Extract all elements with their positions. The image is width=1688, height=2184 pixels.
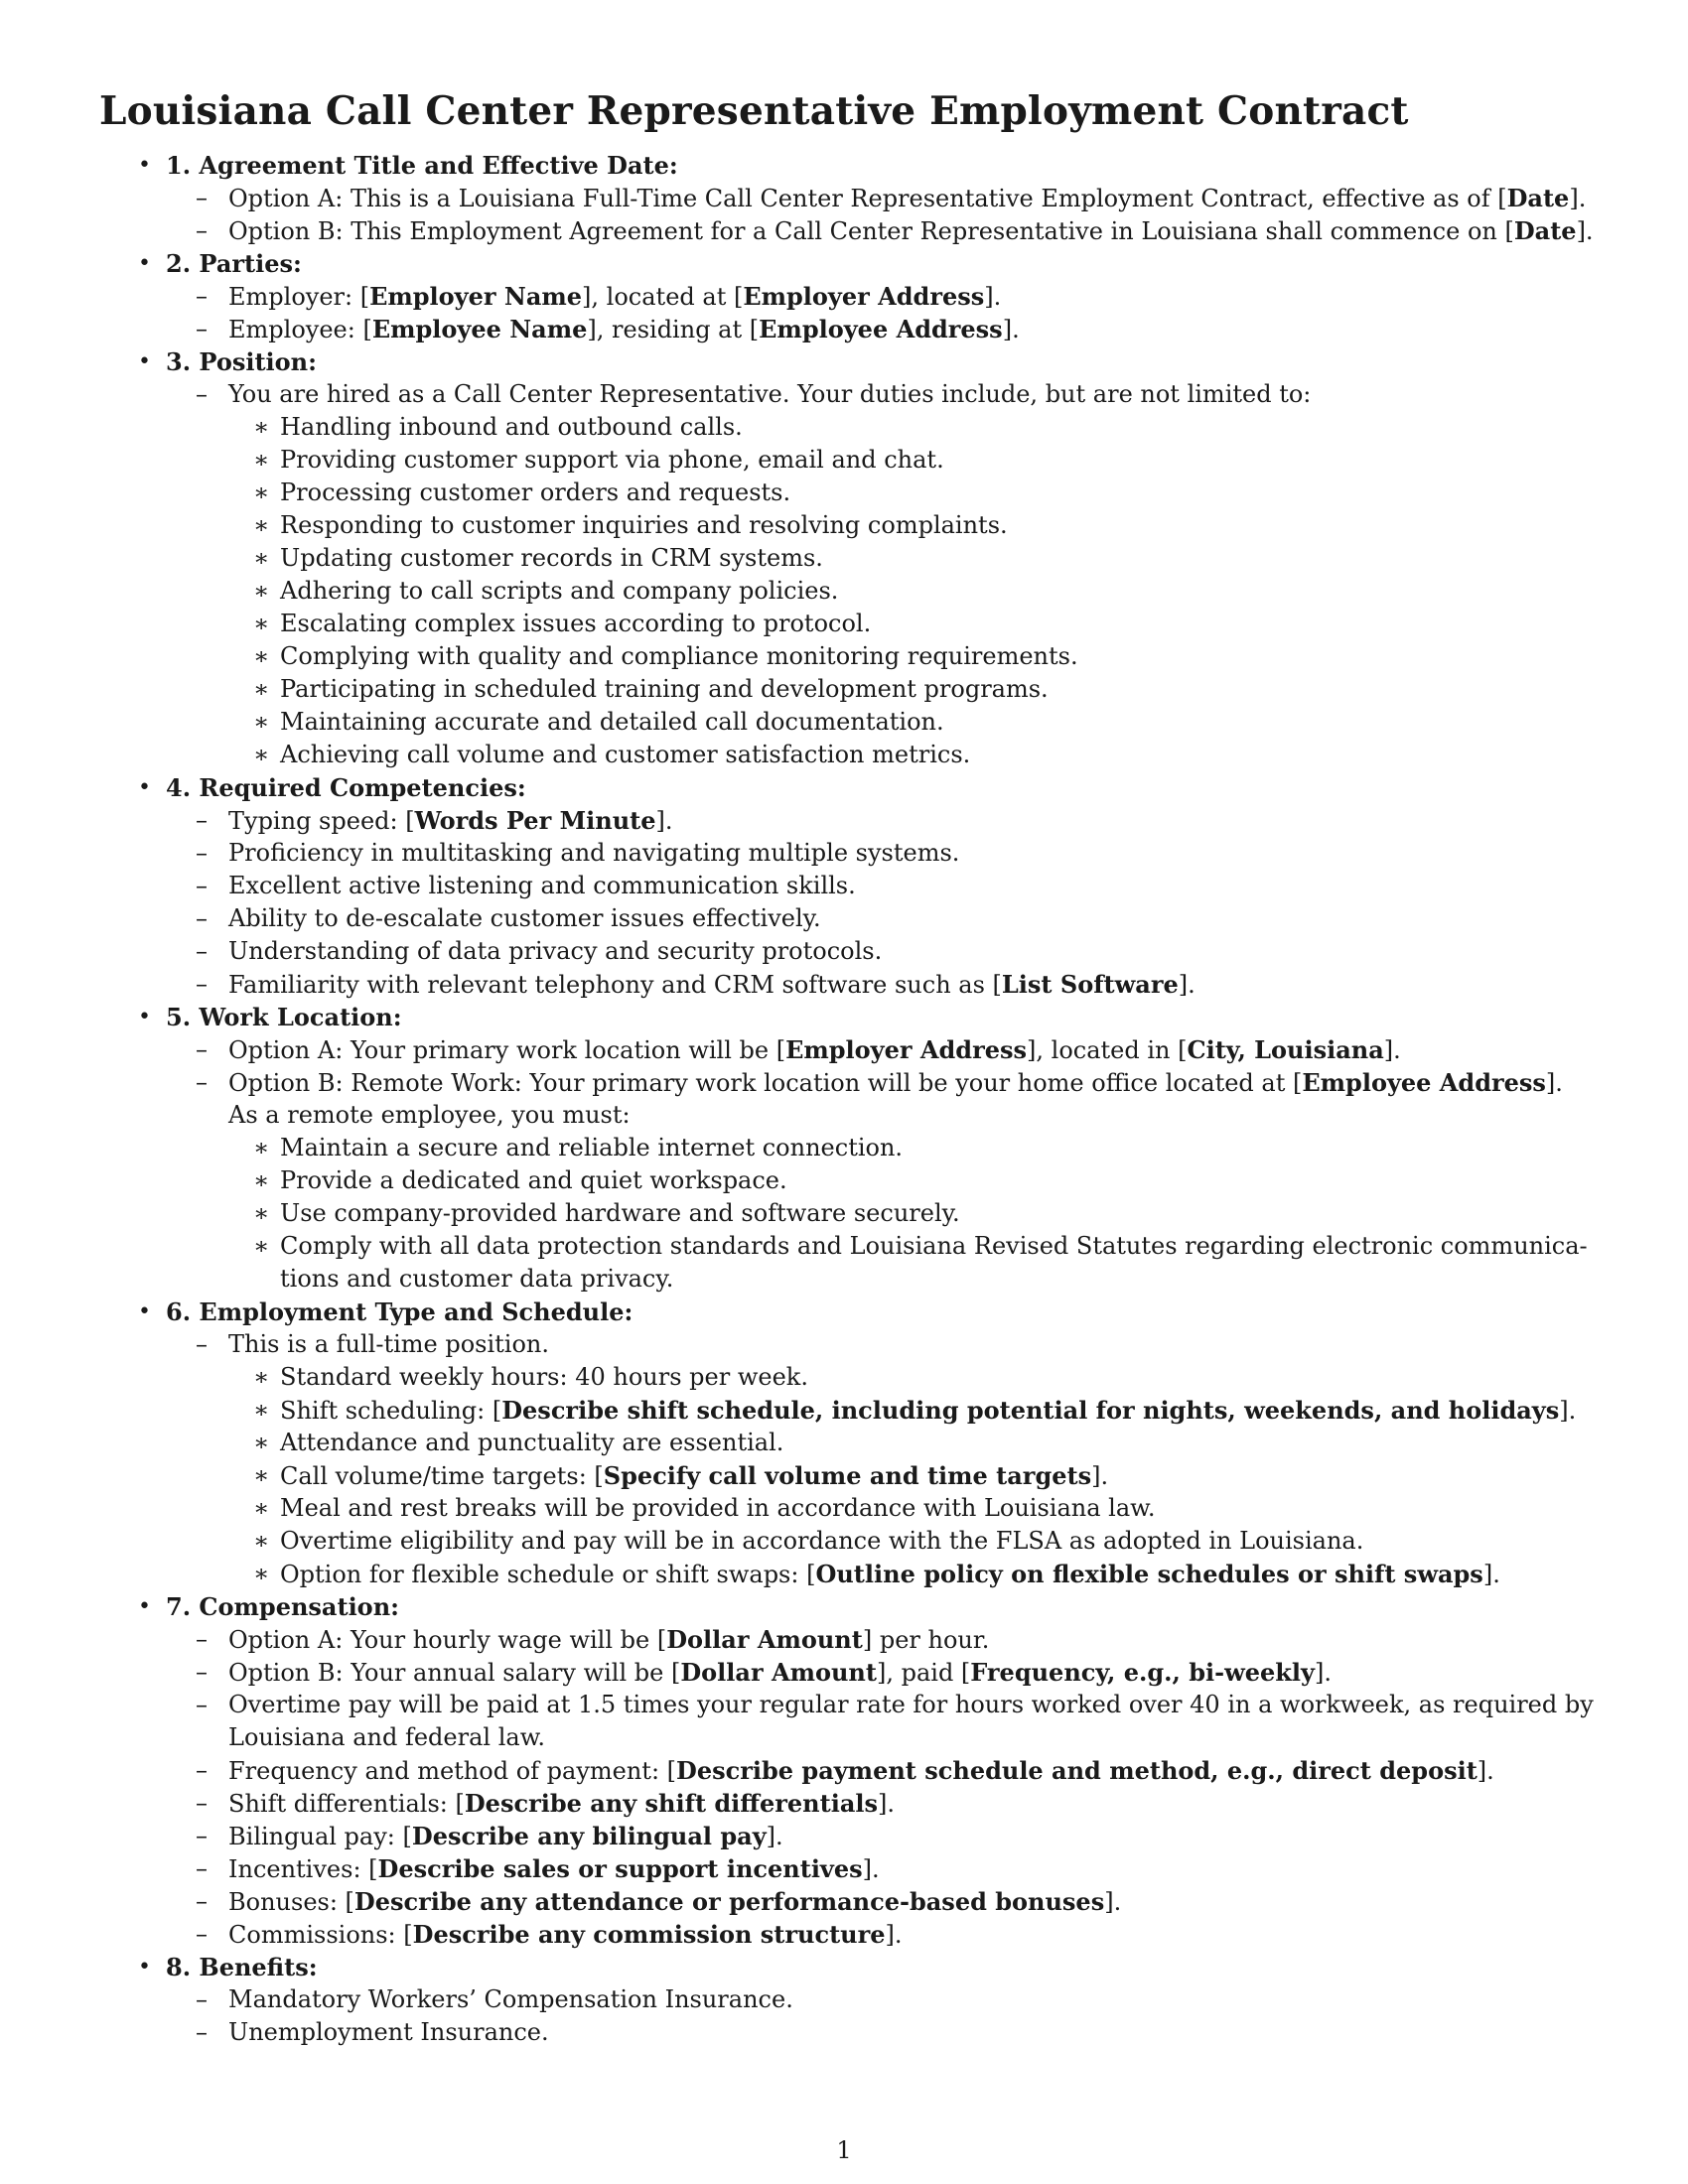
placeholder-field: Describe sales or support incentives <box>377 1854 863 1883</box>
list-item <box>0 1852 1688 1885</box>
line-text <box>228 182 1586 215</box>
text-segment: Option for flexible schedule or shift swaps: [ <box>280 1561 816 1588</box>
list-item <box>0 935 1688 968</box>
line-text: Escalating complex issues according to protocol. <box>280 610 872 637</box>
section-heading <box>0 1001 1688 1033</box>
line-text <box>228 280 1001 314</box>
line-text: 5. Work Location: <box>166 1003 402 1031</box>
line-text <box>228 1787 895 1821</box>
list-item <box>0 1033 1688 1066</box>
dash-marker: – <box>196 1068 208 1096</box>
line-text: Understanding of data privacy and security protocols. <box>228 937 883 965</box>
dash-marker: – <box>196 1887 208 1915</box>
list-item <box>0 1983 1688 2016</box>
bullet-marker: • <box>138 1955 151 1979</box>
line-text <box>228 1918 903 1952</box>
list-item <box>0 1623 1688 1656</box>
list-item-continuation <box>0 1263 1688 1296</box>
line-text: Attendance and punctuality are essential. <box>280 1429 784 1456</box>
line-text: Handling inbound and outbound calls. <box>280 413 743 441</box>
line-text: Comply with all data protection standards and Louisiana Revised Statutes regarding electronic communica- <box>280 1232 1588 1260</box>
sub-list-item <box>0 509 1688 542</box>
bullet-marker: • <box>138 153 151 178</box>
text-segment: ]. <box>984 283 1002 311</box>
sub-list-item <box>0 542 1688 575</box>
text-segment: ]. <box>655 807 673 835</box>
list-item <box>0 313 1688 345</box>
text-segment: ]. <box>885 1921 903 1949</box>
dash-marker: – <box>196 937 208 965</box>
text-segment: ], located at [ <box>582 283 744 311</box>
line-text: Maintain a secure and reliable internet connection. <box>280 1134 904 1161</box>
text-segment: Typing speed: [ <box>228 807 415 835</box>
page-number: 1 <box>836 2136 852 2164</box>
placeholder-field: Frequency, e.g., bi-weekly <box>970 1658 1315 1687</box>
line-text: 8. Benefits: <box>166 1953 318 1981</box>
line-text: Adhering to call scripts and company policies. <box>280 577 839 605</box>
star-marker: ∗ <box>253 1429 270 1456</box>
line-text <box>280 1558 1500 1591</box>
dash-marker: – <box>196 806 208 834</box>
line-text: You are hired as a Call Center Representative. Your duties include, but are not limited to: <box>228 380 1312 408</box>
bullet-marker: • <box>138 1005 151 1029</box>
text-segment: ]. <box>1482 1561 1500 1588</box>
dash-marker: – <box>196 315 208 342</box>
list-item <box>0 1754 1688 1787</box>
text-segment: Shift scheduling: [ <box>280 1397 502 1425</box>
dash-marker: – <box>196 872 208 899</box>
list-item-continuation <box>0 1099 1688 1132</box>
star-marker: ∗ <box>253 1461 270 1489</box>
line-text <box>228 1754 1494 1788</box>
sub-list-item <box>0 1230 1688 1263</box>
line-text <box>280 1459 1108 1493</box>
line-text: Ability to de-escalate customer issues effectively. <box>228 904 821 932</box>
text-segment: Incentives: [ <box>228 1855 378 1883</box>
star-marker: ∗ <box>253 741 270 768</box>
text-segment: Option B: Remote Work: Your primary work location will be your home office located at [ <box>228 1069 1303 1097</box>
text-segment: Option A: Your primary work location will be [ <box>228 1036 786 1064</box>
line-text <box>228 1885 1121 1919</box>
dash-marker: – <box>196 1658 208 1686</box>
list-item <box>0 182 1688 214</box>
placeholder-field: Employee Address <box>759 315 1003 343</box>
placeholder-field: Dollar Amount <box>666 1625 863 1654</box>
line-text: Complying with quality and compliance monitoring requirements. <box>280 642 1078 670</box>
text-segment: Frequency and method of payment: [ <box>228 1757 677 1785</box>
list-item <box>0 1689 1688 1721</box>
line-text <box>228 968 1196 1002</box>
line-text: Unemployment Insurance. <box>228 2018 549 2046</box>
line-text: 3. Position: <box>166 347 317 376</box>
star-marker: ∗ <box>253 610 270 637</box>
placeholder-field: Describe any shift differentials <box>464 1789 878 1818</box>
placeholder-field: Date <box>1513 216 1577 245</box>
placeholder-field: Describe payment schedule and method, e.g., direct deposit <box>676 1756 1477 1785</box>
sub-list-item <box>0 706 1688 739</box>
dash-marker: – <box>196 1691 208 1718</box>
placeholder-field: Describe any commission structure <box>412 1920 886 1949</box>
line-text: 1. Agreement Title and Effective Date: <box>166 151 678 180</box>
star-marker: ∗ <box>253 413 270 441</box>
list-item <box>0 902 1688 935</box>
sub-list-item <box>0 739 1688 771</box>
line-text: Proficiency in multitasking and navigating multiple systems. <box>228 839 960 867</box>
section-heading <box>0 1296 1688 1328</box>
dash-marker: – <box>196 1985 208 2013</box>
star-marker: ∗ <box>253 544 270 572</box>
line-text: tions and customer data privacy. <box>280 1265 674 1293</box>
text-segment: ]. <box>1576 217 1594 245</box>
placeholder-field: Employee Name <box>371 315 588 343</box>
line-text: 6. Employment Type and Schedule: <box>166 1297 633 1326</box>
dash-marker: – <box>196 184 208 211</box>
text-segment: ]. <box>1002 316 1020 343</box>
line-text <box>228 1033 1401 1067</box>
bullet-marker: • <box>138 1299 151 1324</box>
text-segment: ]. <box>1559 1397 1577 1425</box>
list-item <box>0 804 1688 837</box>
text-segment: Employer: [ <box>228 283 370 311</box>
dash-marker: – <box>196 380 208 408</box>
line-text <box>228 1066 1563 1100</box>
star-marker: ∗ <box>253 1134 270 1161</box>
list-item-continuation <box>0 1721 1688 1754</box>
line-text: This is a full-time position. <box>228 1330 550 1358</box>
list-item <box>0 280 1688 313</box>
line-text <box>228 1820 783 1853</box>
text-segment: Employee: [ <box>228 316 372 343</box>
bullet-marker: • <box>138 349 151 374</box>
line-text: 2. Parties: <box>166 249 302 278</box>
dash-marker: – <box>196 1035 208 1063</box>
line-text: Use company-provided hardware and software securely. <box>280 1199 960 1227</box>
dash-marker: – <box>196 216 208 244</box>
line-text: Excellent active listening and communication skills. <box>228 872 856 899</box>
placeholder-field: Describe any bilingual pay <box>411 1822 767 1850</box>
placeholder-field: City, Louisiana <box>1187 1035 1384 1064</box>
dash-marker: – <box>196 904 208 932</box>
placeholder-field: Employer Name <box>369 282 583 311</box>
sub-list-item <box>0 477 1688 509</box>
star-marker: ∗ <box>253 1494 270 1522</box>
star-marker: ∗ <box>253 642 270 670</box>
dash-marker: – <box>196 1822 208 1849</box>
sub-list-item <box>0 411 1688 444</box>
text-segment: ]. <box>1545 1069 1563 1097</box>
text-segment: Option B: This Employment Agreement for a Call Center Representative in Louisiana shall commence on [ <box>228 217 1514 245</box>
star-marker: ∗ <box>253 1396 270 1424</box>
line-text: Overtime eligibility and pay will be in accordance with the FLSA as adopted in Louisiana. <box>280 1527 1364 1555</box>
list-item <box>0 1885 1688 1918</box>
section-heading <box>0 247 1688 280</box>
list-item <box>0 1066 1688 1099</box>
placeholder-field: Dollar Amount <box>680 1658 877 1687</box>
section-heading <box>0 149 1688 182</box>
sub-list-item <box>0 1558 1688 1590</box>
sub-list-item <box>0 1197 1688 1230</box>
bullet-marker: • <box>138 251 151 276</box>
line-text <box>228 214 1594 248</box>
text-segment: ], located in [ <box>1027 1036 1188 1064</box>
star-marker: ∗ <box>253 708 270 736</box>
star-marker: ∗ <box>253 577 270 605</box>
text-segment: ]. <box>1104 1888 1122 1916</box>
dash-marker: – <box>196 970 208 998</box>
line-text: Louisiana and federal law. <box>228 1723 546 1751</box>
text-segment: ]. <box>1314 1659 1332 1687</box>
line-text <box>228 1656 1332 1690</box>
placeholder-field: Employee Address <box>1302 1068 1546 1097</box>
section-heading <box>0 1590 1688 1623</box>
placeholder-field: Outline policy on flexible schedules or shift swaps <box>815 1560 1483 1588</box>
text-segment: ]. <box>878 1790 895 1818</box>
line-text: Provide a dedicated and quiet workspace. <box>280 1166 787 1194</box>
text-segment: Familiarity with relevant telephony and CRM software such as [ <box>228 971 1002 999</box>
line-text: 7. Compensation: <box>166 1592 399 1621</box>
list-item <box>0 1787 1688 1820</box>
placeholder-field: Words Per Minute <box>414 806 656 835</box>
section-heading <box>0 345 1688 378</box>
sub-list-item <box>0 1427 1688 1459</box>
line-text: Overtime pay will be paid at 1.5 times your regular rate for hours worked over 40 in a workweek, as required by <box>228 1691 1594 1718</box>
star-marker: ∗ <box>253 1527 270 1555</box>
line-text: Achieving call volume and customer satisfaction metrics. <box>280 741 971 768</box>
dash-marker: – <box>196 1789 208 1817</box>
list-item <box>0 1656 1688 1689</box>
line-text <box>228 1852 880 1886</box>
line-text: Processing customer orders and requests. <box>280 478 791 506</box>
star-marker: ∗ <box>253 478 270 506</box>
text-segment: ]. <box>1383 1036 1401 1064</box>
star-marker: ∗ <box>253 446 270 474</box>
text-segment: ]. <box>1091 1462 1109 1490</box>
star-marker: ∗ <box>253 1199 270 1227</box>
sub-list-item <box>0 608 1688 640</box>
list-item <box>0 2016 1688 2049</box>
sub-list-item <box>0 1492 1688 1525</box>
line-text <box>280 1394 1576 1428</box>
page-title: Louisiana Call Center Representative Employment Contract <box>99 88 1409 134</box>
star-marker: ∗ <box>253 511 270 539</box>
placeholder-field: Describe shift schedule, including potential for nights, weekends, and holidays <box>501 1396 1560 1425</box>
dash-marker: – <box>196 1756 208 1784</box>
placeholder-field: Employer Address <box>785 1035 1028 1064</box>
text-segment: ], paid [ <box>876 1659 971 1687</box>
dash-marker: – <box>196 1920 208 1948</box>
sub-list-item <box>0 673 1688 706</box>
text-segment: Option A: Your hourly wage will be [ <box>228 1626 667 1654</box>
list-item <box>0 214 1688 247</box>
dash-marker: – <box>196 1625 208 1653</box>
list-item <box>0 968 1688 1001</box>
line-text: 4. Required Competencies: <box>166 773 526 802</box>
dash-marker: – <box>196 839 208 867</box>
star-marker: ∗ <box>253 675 270 703</box>
placeholder-field: Date <box>1506 184 1570 212</box>
text-segment: Option A: This is a Louisiana Full-Time Call Center Representative Employment Contract, effective as of [ <box>228 185 1507 212</box>
text-segment: ]. <box>1178 971 1196 999</box>
sub-list-item <box>0 1164 1688 1197</box>
sub-list-item <box>0 1459 1688 1492</box>
list-item <box>0 837 1688 870</box>
bullet-marker: • <box>138 1594 151 1619</box>
text-segment: Bilingual pay: [ <box>228 1823 412 1850</box>
list-item <box>0 870 1688 902</box>
sub-list-item <box>0 1525 1688 1558</box>
text-segment: Bonuses: [ <box>228 1888 354 1916</box>
line-text: Meal and rest breaks will be provided in accordance with Louisiana law. <box>280 1494 1156 1522</box>
line-text: Standard weekly hours: 40 hours per week. <box>280 1363 808 1391</box>
section-heading <box>0 771 1688 804</box>
line-text: Maintaining accurate and detailed call documentation. <box>280 708 944 736</box>
line-text: Providing customer support via phone, email and chat. <box>280 446 944 474</box>
text-segment: Option B: Your annual salary will be [ <box>228 1659 681 1687</box>
sub-list-item <box>0 1132 1688 1164</box>
placeholder-field: Specify call volume and time targets <box>603 1461 1092 1490</box>
text-segment: Call volume/time targets: [ <box>280 1462 604 1490</box>
list-item <box>0 378 1688 411</box>
section-heading <box>0 1951 1688 1983</box>
line-text: Updating customer records in CRM systems. <box>280 544 823 572</box>
placeholder-field: Employer Address <box>743 282 985 311</box>
star-marker: ∗ <box>253 1560 270 1587</box>
line-text: As a remote employee, you must: <box>228 1101 631 1129</box>
placeholder-field: List Software <box>1001 970 1179 999</box>
list-item <box>0 1918 1688 1951</box>
line-text <box>228 804 673 838</box>
contract-body <box>0 149 1688 2049</box>
bullet-marker: • <box>138 775 151 800</box>
star-marker: ∗ <box>253 1232 270 1260</box>
list-item <box>0 1820 1688 1852</box>
sub-list-item <box>0 640 1688 673</box>
dash-marker: – <box>196 1330 208 1358</box>
sub-list-item <box>0 575 1688 608</box>
line-text <box>228 1623 989 1657</box>
star-marker: ∗ <box>253 1363 270 1391</box>
text-segment: ]. <box>1569 185 1587 212</box>
text-segment: ] per hour. <box>862 1626 990 1654</box>
line-text <box>228 313 1020 346</box>
star-marker: ∗ <box>253 1166 270 1194</box>
dash-marker: – <box>196 1854 208 1882</box>
text-segment: ]. <box>766 1823 783 1850</box>
dash-marker: – <box>196 282 208 310</box>
text-segment: Shift differentials: [ <box>228 1790 465 1818</box>
sub-list-item <box>0 1394 1688 1427</box>
line-text: Participating in scheduled training and development programs. <box>280 675 1049 703</box>
sub-list-item <box>0 1361 1688 1394</box>
placeholder-field: Describe any attendance or performance-based bonuses <box>353 1887 1105 1916</box>
text-segment: Commissions: [ <box>228 1921 413 1949</box>
line-text: Mandatory Workers’ Compensation Insurance. <box>228 1985 793 2013</box>
text-segment: ]. <box>1477 1757 1494 1785</box>
line-text: Responding to customer inquiries and resolving complaints. <box>280 511 1008 539</box>
sub-list-item <box>0 444 1688 477</box>
text-segment: ]. <box>862 1855 880 1883</box>
text-segment: ], residing at [ <box>587 316 760 343</box>
dash-marker: – <box>196 2018 208 2046</box>
list-item <box>0 1328 1688 1361</box>
